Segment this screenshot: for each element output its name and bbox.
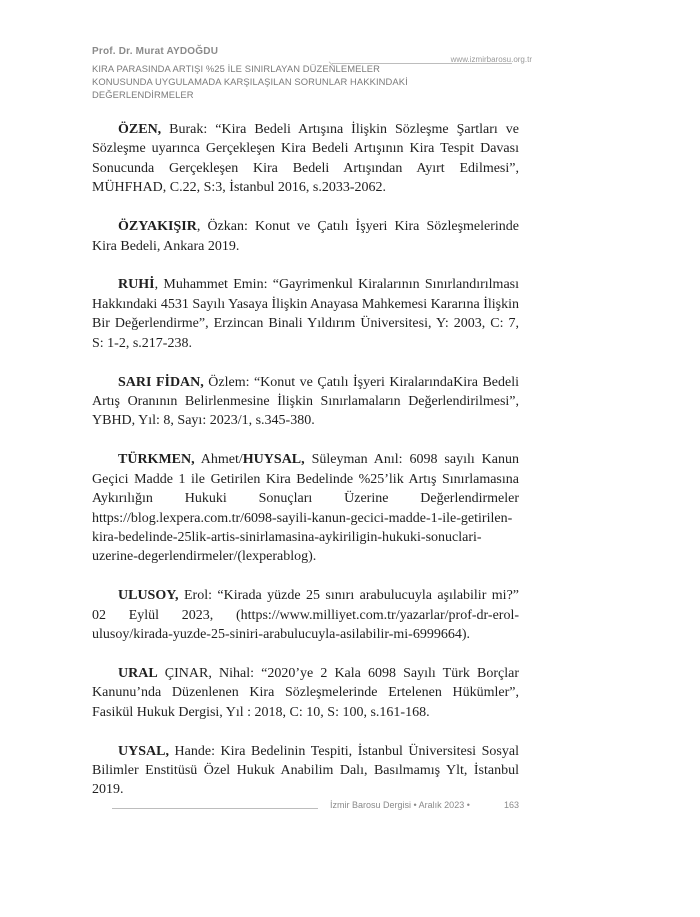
footer-divider xyxy=(112,808,318,809)
bibliography-entry-uysal xyxy=(92,742,519,800)
bibliography-entry-ural xyxy=(92,664,519,722)
bibliography-list xyxy=(92,120,519,819)
header-divider xyxy=(332,63,512,64)
entry-author: RUHİ xyxy=(118,277,155,293)
bibliography-entry-ozen xyxy=(92,120,519,198)
entry-author: URAL xyxy=(118,665,158,681)
bibliography-entry-ozyakisir xyxy=(92,217,519,256)
entry-text: Özlem: “Konut ve Çatılı İşyeri KiralarındaKira Bedeli Artış Oranının Belirlenmesine İlişkin Sınırlamaların Değerlendirilmesi”, YBHD, Yıl: 8, Sayı: 2023/1, s.345-380. xyxy=(92,374,519,429)
entry-text: Hande: Kira Bedelinin Tespiti, İstanbul Üniversitesi Sosyal Bilimler Enstitüsü Özel Hukuk Anabilim Dalı, Basılmamış Ylt, İstanbul 2019. xyxy=(92,743,519,798)
entry-text-continued: Süleyman Anıl: 6098 sayılı Kanun Geçici Madde 1 ile Getirilen Kira Bedelinde %25’lik Artış Sınırlamasına Aykırılığın Hukuki Sonuçları Üzerine Değerlendirmeler https://blog.lexpera.com.tr/6098-sayili-kanun-gecici-madde-1-ile-getirilen-kira-bedelinde-25lik-artis-sinirlamasina-aykiriligin-hukuki-sonuclari-uzerine-degerlendirmeler/(lexperablog). xyxy=(92,452,519,565)
bibliography-entry-sari-fidan xyxy=(92,373,519,431)
entry-text: Erol: “Kirada yüzde 25 sınırı arabulucuyla aşılabilir mi?” 02 Eylül 2023, (https://www.milliyet.com.tr/yazarlar/prof-dr-erol-ulusoy/kirada-yuzde-25-siniri-arabulucuyla-asilabilir-mi-6999664). xyxy=(92,588,519,643)
entry-coauthor: HUYSAL, xyxy=(242,452,305,468)
entry-author: ULUSOY, xyxy=(118,588,179,604)
bibliography-entry-ruhi xyxy=(92,275,519,353)
author-prefix: Prof. Dr. Murat xyxy=(92,46,167,57)
bibliography-entry-turkmen-huysal xyxy=(92,450,519,566)
author-surname: AYDOĞDU xyxy=(166,46,219,57)
entry-text: , Muhammet Emin: “Gayrimenkul Kiralarının Sınırlandırılması Hakkındaki 4531 Sayılı Yasaya İlişkin Anayasa Mahkemesi Kararına İlişkin Bir Değerlendirme”, Erzincan Binali Yıldırım Üniversitesi, Y: 2003, C: 7, S: 1-2, s.217-238. xyxy=(92,277,519,351)
entry-author: SARI FİDAN, xyxy=(118,374,204,390)
bibliography-entry-ulusoy xyxy=(92,586,519,644)
article-title: KIRA PARASINDA ARTIŞI %25 İLE SINIRLAYAN DÜZENLEMELER KONUSUNDA UYGULAMADA KARŞILAŞILAN SORUNLAR HAKKINDAKİ DEĞERLENDİRMELER xyxy=(92,63,408,100)
page-number: 163 xyxy=(503,800,519,810)
entry-text: Ahmet/ xyxy=(194,452,243,468)
entry-author: UYSAL, xyxy=(118,743,169,759)
website-link[interactable]: www.izmirbarosu.org.tr xyxy=(450,55,532,64)
journal-issue: İzmir Barosu Dergisi • Aralık 2023 • xyxy=(330,800,470,810)
entry-text: , Özkan: Konut ve Çatılı İşyeri Kira Sözleşmelerinde Kira Bedeli, Ankara 2019. xyxy=(92,219,519,254)
entry-author: TÜRKMEN, xyxy=(118,452,195,468)
entry-text: ÇINAR, Nihal: “2020’ye 2 Kala 6098 Sayılı Türk Borçlar Kanunu’nda Düzenlenen Kira Sözleşmelerinde Ertelenen Hükümler”, Fasikül Hukuk Dergisi, Yıl : 2018, C: 10, S: 100, s.161-168. xyxy=(92,665,519,720)
entry-text: Burak: “Kira Bedeli Artışına İlişkin Sözleşme Şartları ve Sözleşme uyarınca Gerçekleşen Kira Bedeli Artışının Kira Tespit Davası Sonucunda Gerçekleşen Kira Bedeli Artışından Ayırt Edilmesi”, MÜHFHAD, C.22, S:3, İstanbul 2016, s.2033-2062. xyxy=(92,122,519,196)
entry-author: ÖZEN, xyxy=(118,122,162,137)
entry-author: ÖZYAKIŞIR xyxy=(118,219,197,235)
running-header xyxy=(92,46,532,101)
running-footer xyxy=(92,800,519,816)
